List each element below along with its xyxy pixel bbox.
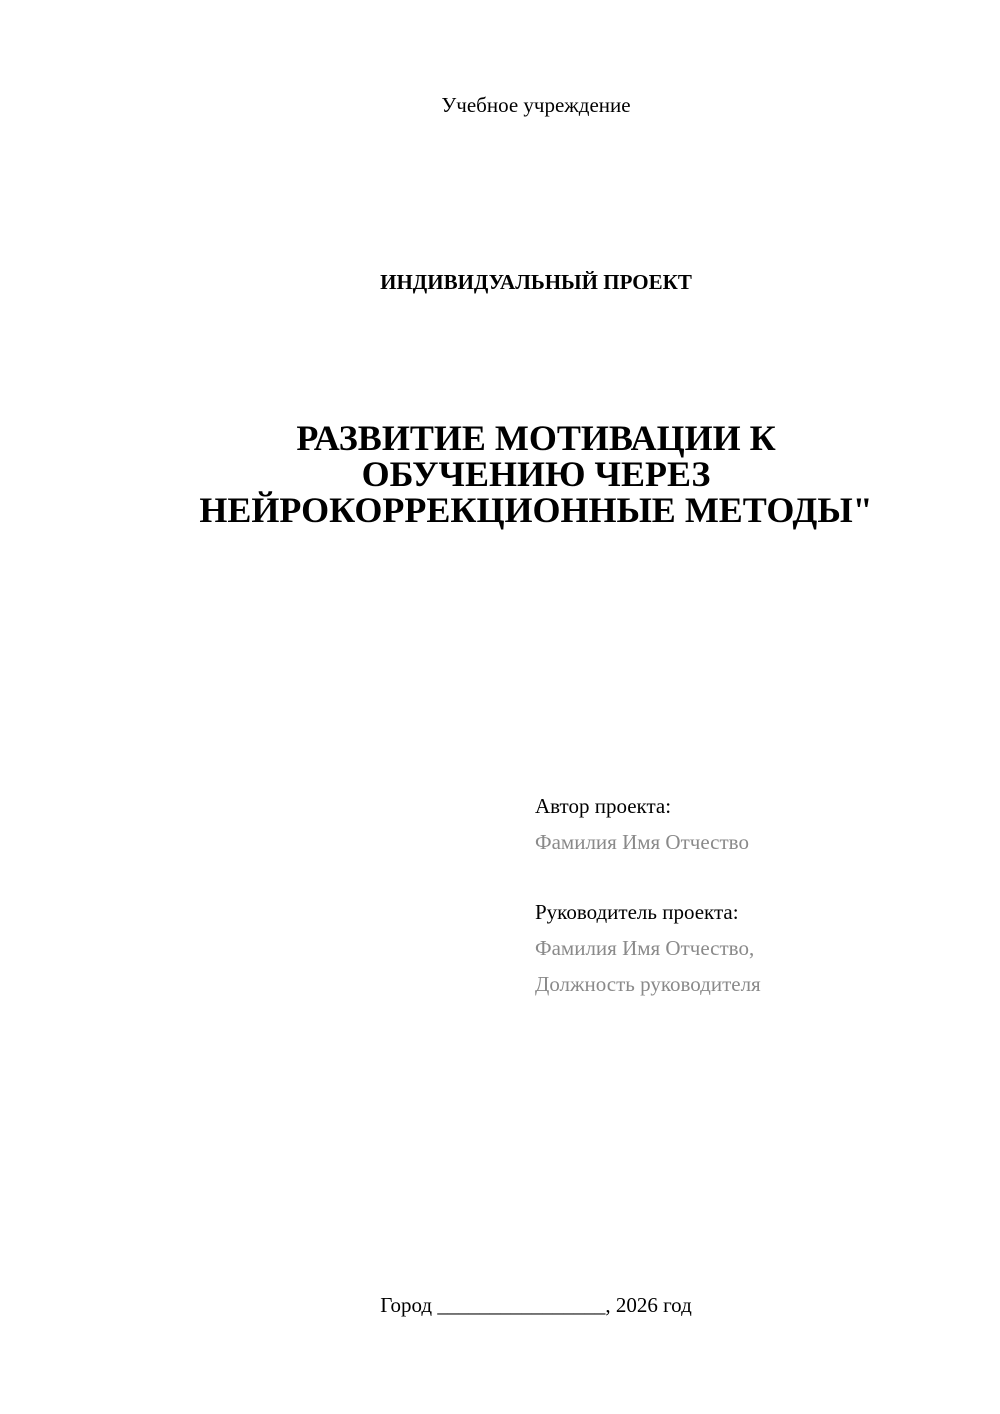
title-line: ОБУЧЕНИЮ ЧЕРЕЗ: [361, 454, 711, 494]
title-line: НЕЙРОКОРРЕКЦИОННЫЕ МЕТОДЫ": [199, 490, 873, 530]
institution-name: Учебное учреждение: [441, 93, 631, 117]
project-title: [150, 420, 922, 528]
supervisor-position: Должность руководителя: [535, 972, 761, 996]
author-label: Автор проекта:: [535, 794, 672, 818]
city-year-line: Город ________________, 2026 год: [380, 1293, 692, 1317]
spacer: [535, 860, 975, 894]
supervisor-name: Фамилия Имя Отчество,: [535, 936, 755, 960]
supervisor-label: Руководитель проекта:: [535, 900, 739, 924]
document-type: ИНДИВИДУАЛЬНЫЙ ПРОЕКТ: [380, 270, 692, 294]
author-name: Фамилия Имя Отчество: [535, 830, 749, 854]
title-line: РАЗВИТИЕ МОТИВАЦИИ К: [296, 418, 776, 458]
credits-block: [535, 788, 975, 1002]
